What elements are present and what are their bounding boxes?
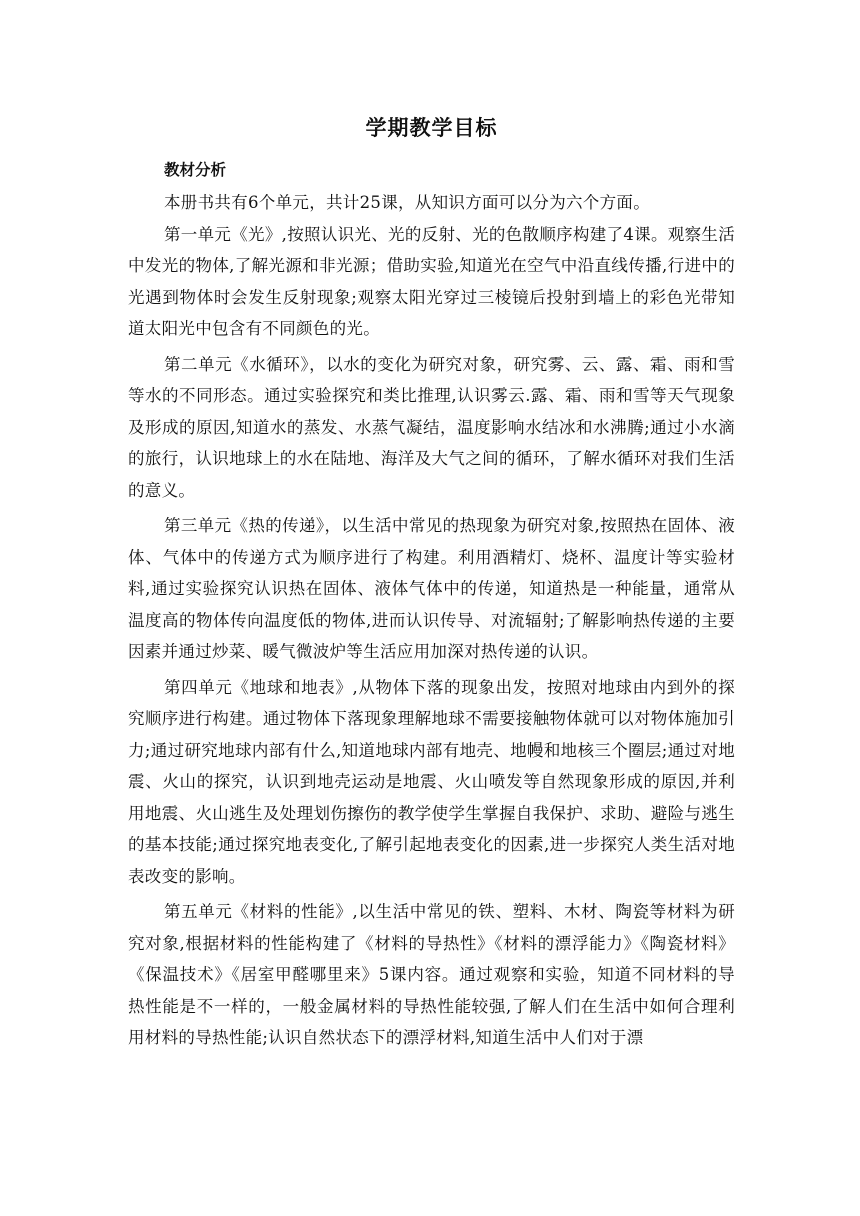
paragraph-unit-2: 第二单元《水循环》，以水的变化为研究对象，研究雾、云、露、霜、雨和雪等水的不同形态。通过实验探究和类比推理,认识雾云.露、霜、雨和雪等天气现象及形成的原因,知道水的蒸发、水蒸气凝结，温度影响水结冰和水沸腾;通过小水滴的旅行，认识地球上的水在陆地、海洋及大气之间的循环，了解水循环对我们生活的意义。	[128, 354, 735, 500]
paragraph-unit-5: 第五单元《材料的性能》,以生活中常见的铁、塑料、木材、陶瓷等材料为研究对象,根据材料的性能构建了《材料的导热性》《材料的漂浮能力》《陶瓷材料》《保温技术》《居室甲醛哪里来》5课内容。通过观察和实验，知道不同材料的导热性能是不一样的，一般金属材料的导热性能较强,了解人们在生活中如何合理利用材料的导热性能;认识自然状态下的漂浮材料,知道生活中人们对于漂	[128, 902, 735, 1047]
paragraph-unit-4: 第四单元《地球和地表》,从物体下落的现象出发，按照对地球由内到外的探究顺序进行构建。通过物体下落现象理解地球不需要接触物体就可以对物体施加引力;通过研究地球内部有什么,知道地球内部有地壳、地幔和地核三个圈层;通过对地震、火山的探究，认识到地壳运动是地震、火山喷发等自然现象形成的原因,并利用地震、火山逃生及处理划伤擦伤的教学使学生掌握自我保护、求助、避险与逃生的基本技能;通过探究地表变化,了解引起地表变化的因素,进一步探究人类生活对地表改变的影响。	[128, 677, 735, 886]
section-heading: 教材分析	[164, 161, 227, 179]
paragraph-overview: 本册书共有6个单元，共计25课，从知识方面可以分为六个方面。	[164, 193, 650, 212]
document-title: 学期教学目标	[365, 116, 498, 140]
paragraph-unit-3: 第三单元《热的传递》，以生活中常见的热现象为研究对象,按照热在固体、液体、气体中的传递方式为顺序进行了构建。利用酒精灯、烧杯、温度计等实验材料,通过实验探究认识热在固体、液体气体中的传递，知道热是一种能量，通常从温度高的物体传向温度低的物体,进而认识传导、对流辐射;了解影响热传递的主要因素并通过炒菜、暖气微波炉等生活应用加深对热传递的认识。	[128, 516, 735, 661]
paragraph-unit-1: 第一单元《光》,按照认识光、光的反射、光的色散顺序构建了4课。观察生活中发光的物体,了解光源和非光源；借助实验,知道光在空气中沿直线传播,行进中的光遇到物体时会发生反射现象;观察太阳光穿过三棱镜后投射到墙上的彩色光带知道太阳光中包含有不同颜色的光。	[128, 224, 735, 338]
document-body	[128, 108, 735, 1054]
